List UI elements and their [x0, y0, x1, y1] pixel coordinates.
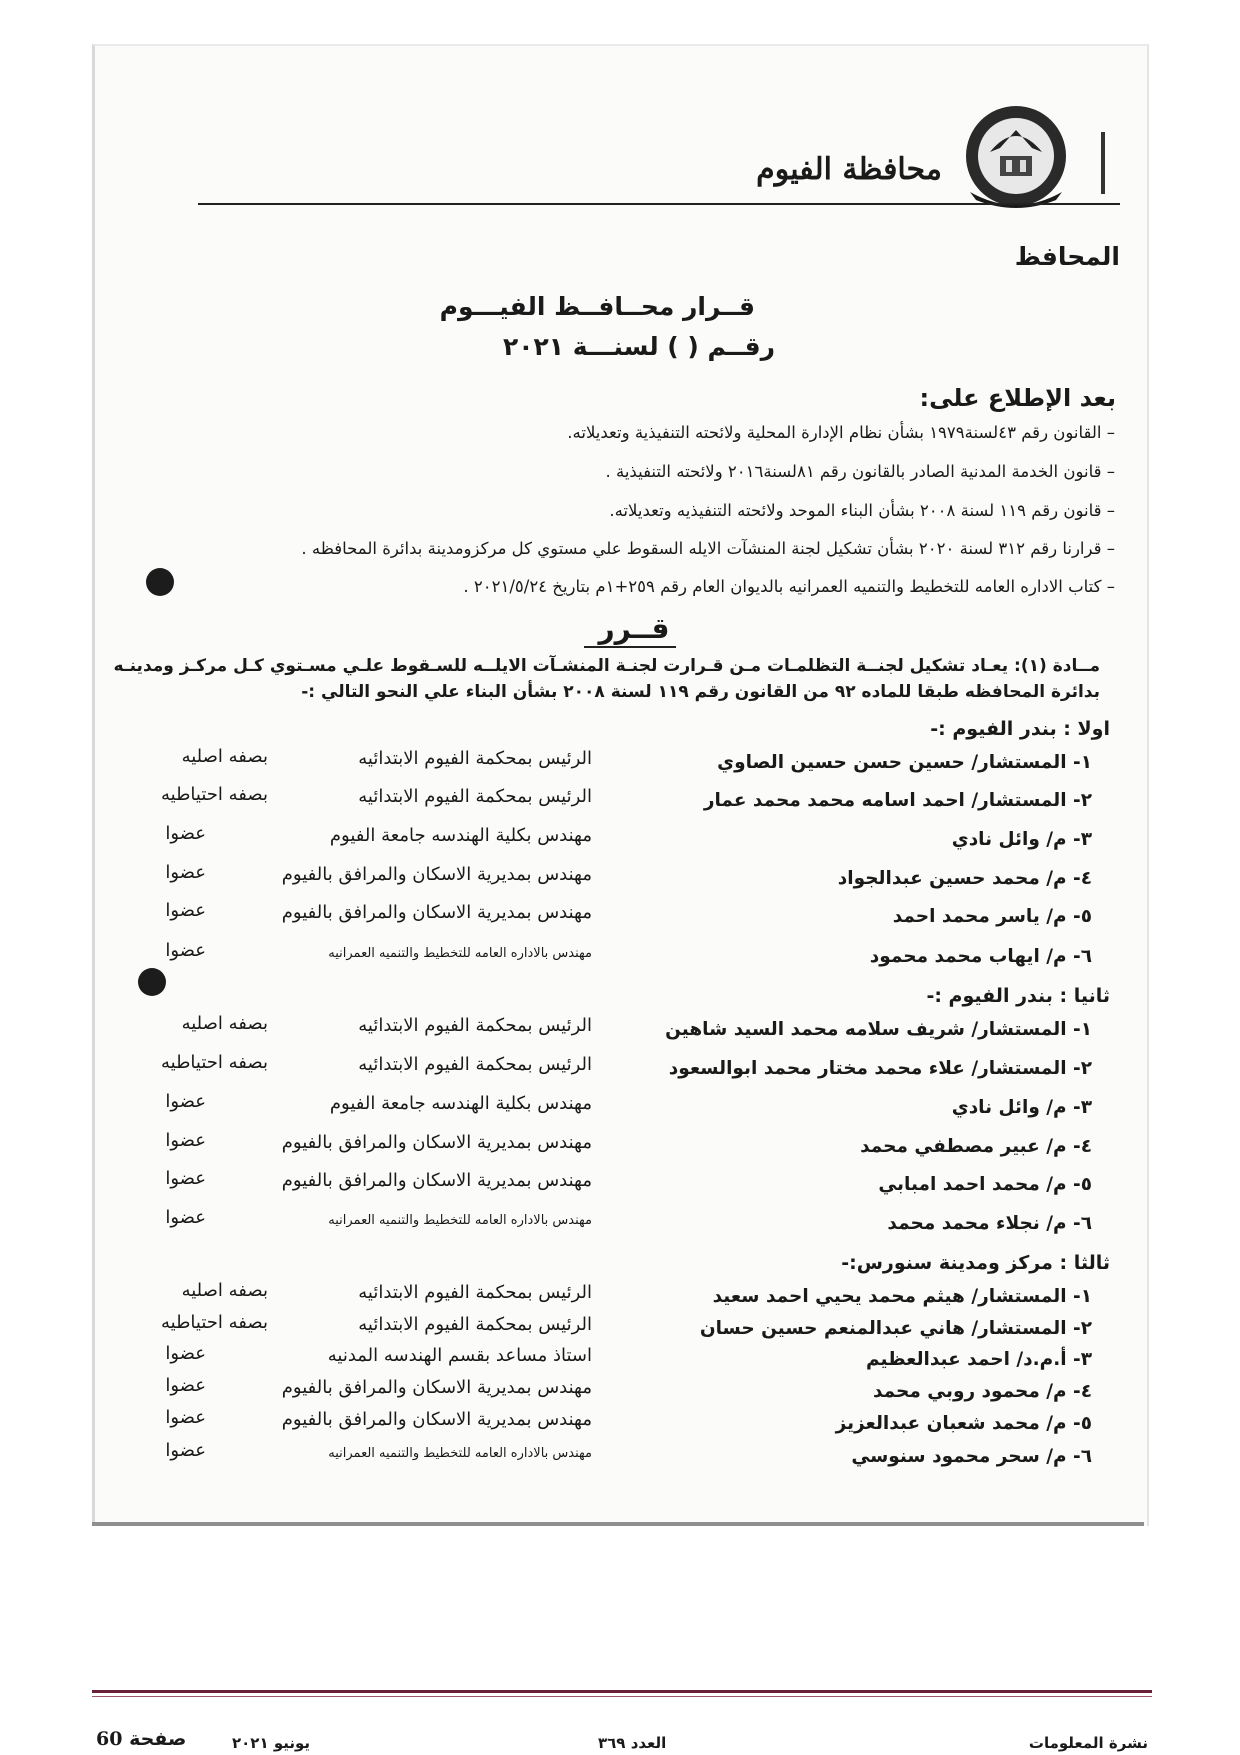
member-capacity: عضوا — [165, 1168, 206, 1189]
member-name: ٣- م/ وائل نادي — [951, 1097, 1092, 1118]
member-role: مهندس بمديرية الاسكان والمرافق بالفيوم — [281, 1170, 592, 1191]
member-role: مهندس بالاداره العامه للتخطيط والتنميه العمرانيه — [328, 1213, 592, 1228]
member-name: ٥- م/ محمد احمد امبابي — [878, 1174, 1092, 1195]
member-capacity: عضوا — [165, 1343, 206, 1364]
member-name: ١- المستشار/ شريف سلامه محمد السيد شاهين — [665, 1019, 1092, 1040]
footer-rule — [92, 1690, 1152, 1693]
member-capacity: عضوا — [165, 1091, 206, 1112]
footer-issue: العدد ٣٦٩ — [598, 1734, 667, 1752]
member-name: ٣- م/ وائل نادي — [951, 829, 1092, 850]
footer-page-label: صفحة — [129, 1728, 187, 1750]
preamble-item: – كتاب الاداره العامه للتخطيط والتنميه العمرانيه بالديوان العام رقم ٢٥٩+١م بتاريخ ٢٠٢١/٥/٢٤ . — [463, 577, 1115, 596]
pen-mark — [1101, 132, 1105, 194]
member-capacity: بصفه احتياطيه — [161, 1312, 268, 1333]
member-name: ٢- المستشار/ هاني عبدالمنعم حسين حسان — [699, 1318, 1092, 1339]
member-name: ٦- م/ ايهاب محمد محمود — [869, 946, 1092, 967]
member-name: ٣- أ.م.د/ احمد عبدالعظيم — [866, 1349, 1092, 1370]
member-capacity: بصفه اصليه — [181, 746, 268, 767]
preamble-item: – قانون الخدمة المدنية الصادر بالقانون رقم ٨١لسنة٢٠١٦ ولائحته التنفيذية . — [605, 462, 1115, 481]
member-role: مهندس بمديرية الاسكان والمرافق بالفيوم — [281, 1409, 592, 1430]
member-capacity: بصفه اصليه — [181, 1280, 268, 1301]
member-capacity: عضوا — [165, 1440, 206, 1461]
member-role: الرئيس بمحكمة الفيوم الابتدائيه — [358, 1282, 592, 1303]
member-role: مهندس بمديرية الاسكان والمرافق بالفيوم — [281, 1132, 592, 1153]
member-capacity: عضوا — [165, 940, 206, 961]
member-name: ٥- م/ محمد شعبان عبدالعزيز — [835, 1413, 1092, 1434]
preamble-item: – قانون رقم ١١٩ لسنة ٢٠٠٨ بشأن البناء الموحد ولائحته التنفيذيه وتعديلاته. — [609, 501, 1115, 520]
member-role: الرئيس بمحكمة الفيوم الابتدائيه — [358, 1314, 592, 1335]
preamble-item: – القانون رقم ٤٣لسنة١٩٧٩ بشأن نظام الإدارة المحلية ولائحته التنفيذية وتعديلاته. — [567, 423, 1115, 442]
member-role: مهندس بمديرية الاسكان والمرافق بالفيوم — [281, 902, 592, 923]
member-capacity: بصفه احتياطيه — [161, 784, 268, 805]
decree-title: قــرار محــافــظ الفيـــوم — [439, 292, 755, 321]
member-name: ١- المستشار/ هيثم محمد يحيي احمد سعيد — [712, 1286, 1092, 1307]
section-title: ثالثا : مركز ومدينة سنورس:- — [841, 1252, 1110, 1274]
governorate-name: محافظة الفيوم — [756, 152, 942, 187]
member-name: ٢- المستشار/ علاء محمد مختار محمد ابوالسعود — [668, 1058, 1092, 1079]
preamble-text: قانون الخدمة المدنية الصادر بالقانون رقم ٨١لسنة٢٠١٦ ولائحته التنفيذية . — [605, 462, 1102, 481]
preamble-text: قانون رقم ١١٩ لسنة ٢٠٠٨ بشأن البناء الموحد ولائحته التنفيذيه وتعديلاته. — [609, 501, 1102, 520]
footer-rule-thin — [92, 1696, 1152, 1697]
article-line-2: بدائرة المحافظه طبقا للماده ٩٢ من القانون رقم ١١٩ لسنة ٢٠٠٨ بشأن البناء علي النحو التالي :- — [301, 682, 1100, 702]
member-role: مهندس بمديرية الاسكان والمرافق بالفيوم — [281, 1377, 592, 1398]
punch-hole — [146, 568, 174, 596]
member-role: مهندس بالاداره العامه للتخطيط والتنميه العمرانيه — [328, 1446, 592, 1461]
member-role: استاذ مساعد بقسم الهندسه المدنيه — [327, 1345, 592, 1366]
member-capacity: بصفه احتياطيه — [161, 1052, 268, 1073]
member-capacity: عضوا — [165, 900, 206, 921]
decided-heading: قــرر — [598, 612, 670, 645]
member-role: الرئيس بمحكمة الفيوم الابتدائيه — [358, 1054, 592, 1075]
member-role: مهندس بالاداره العامه للتخطيط والتنميه العمرانيه — [328, 946, 592, 961]
member-name: ٤- م/ محمود روبي محمد — [872, 1381, 1092, 1402]
member-capacity: عضوا — [165, 1130, 206, 1151]
member-name: ٤- م/ عبير مصطفي محمد — [860, 1136, 1092, 1157]
section-title: اولا : بندر الفيوم :- — [930, 718, 1110, 740]
section-title: ثانيا : بندر الفيوم :- — [926, 985, 1110, 1007]
footer-publication: نشرة المعلومات — [1028, 1734, 1148, 1752]
member-name: ١- المستشار/ حسين حسن حسين الصاوي — [717, 752, 1092, 773]
member-name: ٢- المستشار/ احمد اسامه محمد محمد عمار — [703, 790, 1092, 811]
governorate-emblem — [960, 100, 1072, 212]
member-role: الرئيس بمحكمة الفيوم الابتدائيه — [358, 748, 592, 769]
member-capacity: عضوا — [165, 1375, 206, 1396]
member-capacity: بصفه اصليه — [181, 1013, 268, 1034]
preamble-item: – قرارنا رقم ٣١٢ لسنة ٢٠٢٠ بشأن تشكيل لجنة المنشآت الايله السقوط علي مستوي كل مركزومدينة بدائرة المحافظه . — [301, 539, 1115, 558]
member-name: ٦- م/ نجلاء محمد محمد — [887, 1213, 1092, 1234]
after-review-heading: بعد الإطلاع على: — [919, 384, 1116, 412]
punch-hole — [138, 968, 166, 996]
preamble-text: كتاب الاداره العامه للتخطيط والتنميه العمرانيه بالديوان العام رقم ٢٥٩+١م بتاريخ ٢٠٢١/٥/٢٤ . — [463, 577, 1102, 596]
footer-page — [96, 1728, 186, 1750]
member-name: ٤- م/ محمد حسين عبدالجواد — [837, 868, 1092, 889]
office-title: المحافظ — [1014, 242, 1120, 271]
footer-page-number: 60 — [96, 1728, 123, 1750]
decided-underline — [584, 646, 676, 648]
decree-number: رقــم ( ) لسنـــة ٢٠٢١ — [503, 332, 775, 361]
member-role: مهندس بكلية الهندسه جامعة الفيوم — [329, 1093, 592, 1114]
member-capacity: عضوا — [165, 862, 206, 883]
preamble-text: قرارنا رقم ٣١٢ لسنة ٢٠٢٠ بشأن تشكيل لجنة المنشآت الايله السقوط علي مستوي كل مركزومدينة بدائرة المحافظه . — [301, 539, 1102, 558]
member-role: مهندس بمديرية الاسكان والمرافق بالفيوم — [281, 864, 592, 885]
header-rule — [198, 203, 1120, 205]
scan-edge — [92, 1522, 1144, 1526]
member-role: مهندس بكلية الهندسه جامعة الفيوم — [329, 825, 592, 846]
preamble-text: القانون رقم ٤٣لسنة١٩٧٩ بشأن نظام الإدارة المحلية ولائحته التنفيذية وتعديلاته. — [567, 423, 1102, 442]
member-role: الرئيس بمحكمة الفيوم الابتدائيه — [358, 786, 592, 807]
member-capacity: عضوا — [165, 1407, 206, 1428]
footer-date: يونيو ٢٠٢١ — [232, 1734, 311, 1752]
member-capacity: عضوا — [165, 823, 206, 844]
member-role: الرئيس بمحكمة الفيوم الابتدائيه — [358, 1015, 592, 1036]
member-capacity: عضوا — [165, 1207, 206, 1228]
member-name: ٥- م/ ياسر محمد احمد — [892, 906, 1092, 927]
article-line-1: مــادة (١): يعـاد تشكيل لجنــة التظلمـات مـن قـرارت لجنـة المنشـآت الايلــه للسـقوط علـي مسـتوي كـل مركـز ومدينـه — [113, 656, 1100, 676]
member-name: ٦- م/ سحر محمود سنوسي — [851, 1446, 1092, 1467]
